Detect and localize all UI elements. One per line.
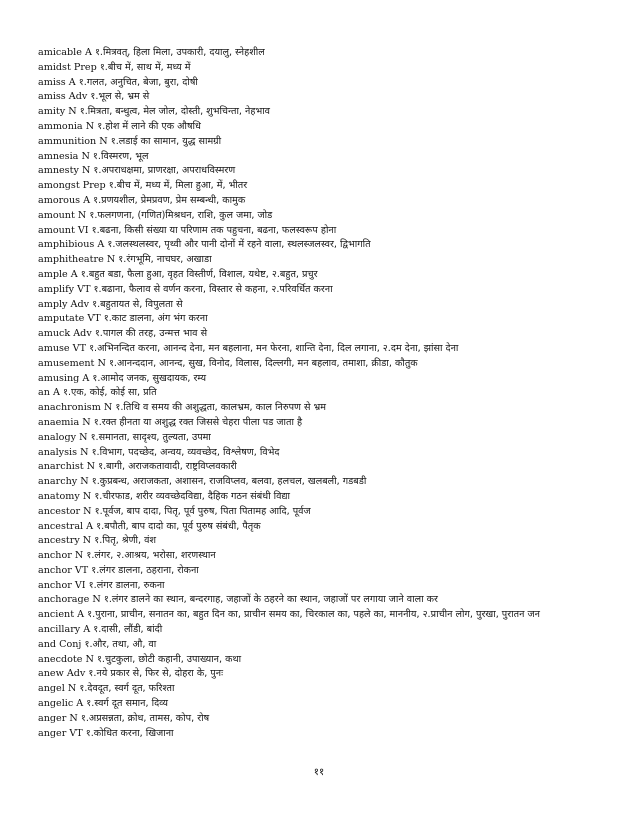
dictionary-entry xyxy=(38,238,610,253)
entry-part-of-speech: VT xyxy=(87,313,101,325)
entry-part-of-speech: Adv xyxy=(66,668,86,680)
entry-gloss: १.बागी, अराजकतावादी, राष्ट्रविप्लवकारी xyxy=(98,461,237,473)
entry-gloss: १.कुप्रबन्ध, अराजकता, अशासन, राजविप्लव, बलवा, हलचल, खलबली, गडबडी xyxy=(91,476,367,488)
dictionary-entry xyxy=(38,224,610,239)
entry-headword: angel xyxy=(38,683,65,695)
entry-headword: anarchist xyxy=(38,461,84,473)
entry-headword: anarchy xyxy=(38,476,78,488)
entry-part-of-speech: A xyxy=(70,268,78,280)
entry-gloss: १.तिथि व समय की अशुद्धता, कालभ्रम, काल निरुपण से भ्रम xyxy=(115,402,327,414)
entry-headword: analogy xyxy=(38,431,77,443)
entry-gloss: १.और, तथा, औ, वा xyxy=(84,638,157,650)
entry-part-of-speech: N xyxy=(85,120,95,132)
entry-gloss: १.अभिनन्दित करना, आनन्द देना, मन बहलाना, मन फेरना, शान्ति देना, दिल लगाना, २.दम देना, झांसा देना xyxy=(89,342,459,354)
entry-part-of-speech: N xyxy=(103,402,113,414)
entry-headword: amply xyxy=(38,298,68,310)
page-number: ११ xyxy=(313,767,325,778)
entry-headword: anew xyxy=(38,668,64,680)
entry-gloss: १.बीच में, मध्य में, मिला हुआ, में, भीतर xyxy=(108,180,248,192)
dictionary-entry xyxy=(38,490,610,505)
entry-gloss: १.स्वर्ग दूत समान, दिव्य xyxy=(86,698,169,710)
dictionary-entry xyxy=(38,534,610,549)
entry-gloss: १.बढना, किसी संख्या या परिणाम तक पहुचना, बढना, फलस्वरूप होना xyxy=(91,224,337,236)
dictionary-entry xyxy=(38,416,610,431)
entry-part-of-speech: N xyxy=(92,594,101,606)
entry-part-of-speech: VT xyxy=(74,564,89,576)
entry-part-of-speech: VI xyxy=(74,579,86,591)
entry-headword: anchor xyxy=(38,550,72,562)
entry-headword: amity xyxy=(38,106,66,118)
entry-gloss: १.प्रणयशील, प्रेमप्रवण, प्रेम सम्बन्धी, कामुक xyxy=(93,194,246,206)
dictionary-entry xyxy=(38,312,610,327)
entry-headword: ancestor xyxy=(38,505,81,517)
dictionary-entry xyxy=(38,61,610,76)
dictionary-entry xyxy=(38,135,610,150)
entry-gloss: १.रंगभूमि, नाचघर, अखाडा xyxy=(118,254,212,266)
entry-part-of-speech: N xyxy=(81,150,90,162)
dictionary-entry xyxy=(38,446,610,461)
dictionary-entry xyxy=(38,253,610,268)
entry-part-of-speech: A xyxy=(83,624,91,636)
entry-headword: ammunition xyxy=(38,135,97,147)
entry-part-of-speech: A xyxy=(82,372,90,384)
dictionary-entry xyxy=(38,505,610,520)
dictionary-entry xyxy=(38,209,610,224)
entry-part-of-speech: N xyxy=(74,550,84,562)
dictionary-entry xyxy=(38,46,610,61)
entry-headword: anger xyxy=(38,712,67,724)
entry-part-of-speech: N xyxy=(80,476,89,488)
entry-gloss: १.लंगर, २.आश्रय, भरोसा, शरणस्थान xyxy=(86,550,216,562)
entry-gloss: १.पितृ, श्रेणी, वंश xyxy=(94,535,156,547)
dictionary-entry xyxy=(38,520,610,535)
dictionary-entry xyxy=(38,667,610,682)
dictionary-entry xyxy=(38,608,610,623)
entry-gloss: १.समानता, सादृश्य, तुल्यता, उपमा xyxy=(90,431,211,443)
dictionary-entry xyxy=(38,327,610,342)
entry-gloss: १.मित्रता, बन्धुत्व, मेल जोल, दोस्ती, शुभचिन्ता, नेहभाव xyxy=(79,106,271,118)
dictionary-entry xyxy=(38,283,610,298)
entry-gloss: १.लडाई का सामान, युद्ध सामग्री xyxy=(110,135,222,147)
entry-part-of-speech: A xyxy=(52,387,60,399)
entry-headword: and xyxy=(38,638,57,650)
dictionary-entry xyxy=(38,120,610,135)
dictionary-entry xyxy=(38,593,610,608)
entry-part-of-speech: A xyxy=(83,194,91,206)
entry-gloss: १.बपौती, बाप दादो का, पूर्व पुरुष संबंधी, पैतृक xyxy=(96,520,261,532)
dictionary-entry xyxy=(38,76,610,91)
entry-part-of-speech: Prep xyxy=(82,180,106,192)
entry-headword: angelic xyxy=(38,698,74,710)
dictionary-entry xyxy=(38,386,610,401)
entry-headword: ample xyxy=(38,268,68,280)
entry-headword: ancillary xyxy=(38,624,81,636)
dictionary-entry xyxy=(38,90,610,105)
entry-headword: amnesty xyxy=(38,165,79,177)
entry-list xyxy=(38,46,610,741)
entry-part-of-speech: N xyxy=(82,490,92,502)
entry-headword: amount xyxy=(38,209,75,221)
entry-headword: amphibious xyxy=(38,239,95,251)
entry-gloss: १.बहुत बडा, फैला हुआ, वृहत विस्तीर्ण, विशाल, यथेष्ट, २.बहुत, प्रचुर xyxy=(80,268,318,280)
entry-headword: amuse xyxy=(38,342,70,354)
entry-headword: ancient xyxy=(38,609,75,621)
entry-headword: amputate xyxy=(38,313,85,325)
entry-part-of-speech: Adv xyxy=(68,91,88,103)
dictionary-entry xyxy=(38,179,610,194)
entry-headword: anaemia xyxy=(38,416,80,428)
entry-gloss: १.होश में लाने की एक औषधि xyxy=(97,120,201,132)
entry-headword: amiss xyxy=(38,76,66,88)
dictionary-entry xyxy=(38,401,610,416)
dictionary-entry xyxy=(38,475,610,490)
entry-part-of-speech: N xyxy=(81,165,91,177)
entry-gloss: १.काट डालना, अंग भंग करना xyxy=(103,313,208,325)
entry-headword: ammonia xyxy=(38,120,83,132)
entry-gloss: १.विस्मरण, भूल xyxy=(92,150,149,162)
dictionary-entry xyxy=(38,712,610,727)
entry-part-of-speech: N xyxy=(68,106,77,118)
dictionary-entry xyxy=(38,372,610,387)
entry-gloss: १.बहुतायत से, विपुलता से xyxy=(92,298,183,310)
dictionary-entry xyxy=(38,623,610,638)
entry-part-of-speech: A xyxy=(86,520,94,532)
entry-headword: an xyxy=(38,387,50,399)
entry-gloss: १.रक्त हीनता या अशुद्ध रक्त जिससे चेहरा पीला पड जाता है xyxy=(93,416,303,428)
entry-part-of-speech: VT xyxy=(72,342,86,354)
dictionary-entry xyxy=(38,342,610,357)
entry-headword: amusing xyxy=(38,372,80,384)
entry-headword: ancestry xyxy=(38,535,80,547)
dictionary-entry xyxy=(38,682,610,697)
entry-headword: analysis xyxy=(38,446,78,458)
entry-headword: amorous xyxy=(38,194,81,206)
dictionary-entry xyxy=(38,653,610,668)
dictionary-entry xyxy=(38,697,610,712)
entry-gloss: १.अप्रसन्नता, क्रोध, तामस, कोप, रोष xyxy=(80,712,210,724)
dictionary-entry xyxy=(38,357,610,372)
entry-part-of-speech: N xyxy=(67,683,77,695)
entry-gloss: १.बीच में, साथ में, मध्य में xyxy=(99,61,191,73)
entry-gloss: १.चुटकुला, छोटी कहानी, उपाख्यान, कथा xyxy=(96,653,242,665)
entry-part-of-speech: VT xyxy=(77,283,91,295)
dictionary-entry xyxy=(38,549,610,564)
dictionary-entry xyxy=(38,150,610,165)
entry-headword: anger xyxy=(38,727,67,739)
entry-gloss: १.लंगर डालने का स्थान, बन्दरगाह, जहाजों के ठहरने का स्थान, जहाजों पर लगाया जाने वाला कर xyxy=(103,594,438,606)
dictionary-entry xyxy=(38,727,610,742)
entry-gloss: १.पागल की तरह, उन्मत्त भाव से xyxy=(94,328,208,340)
entry-part-of-speech: N xyxy=(85,653,94,665)
entry-gloss: १.पुराना, प्राचीन, सनातन का, बहुत दिन का, प्राचीन समय का, चिरकाल का, पहले का, माननीय, २.प्राचीन लोग, पुरखा, पुरातन जन xyxy=(87,609,540,621)
entry-gloss: १.भूल से, भ्रम से xyxy=(90,91,150,103)
entry-headword: anchor xyxy=(38,564,72,576)
dictionary-entry xyxy=(38,431,610,446)
entry-headword: amiss xyxy=(38,91,66,103)
entry-headword: anecdote xyxy=(38,653,83,665)
entry-headword: amnesia xyxy=(38,150,79,162)
entry-gloss: १.बढाना, फैलाव से वर्णन करना, विस्तार से कहना, २.परिवर्धित करना xyxy=(93,283,333,295)
entry-gloss: १.आनन्ददान, आनन्द, सुख, विनोद, विलास, दिल्लगी, मन बहलाव, तमाशा, क्रीडा, कौतुक xyxy=(108,357,418,369)
entry-part-of-speech: N xyxy=(69,712,78,724)
entry-headword: amuck xyxy=(38,328,71,340)
entry-headword: amusement xyxy=(38,357,95,369)
entry-headword: amongst xyxy=(38,180,80,192)
entry-part-of-speech: N xyxy=(83,505,92,517)
entry-gloss: १.लंगर डालना, रुकना xyxy=(88,579,165,591)
entry-gloss: १.फलगणना, (गणित)मिश्रधन, राशि, कुल जमा, जोड xyxy=(89,209,273,221)
dictionary-entry xyxy=(38,164,610,179)
entry-headword: anchorage xyxy=(38,594,90,606)
entry-gloss: १.नये प्रकार से, फिर से, दोहरा के, पुनः xyxy=(88,668,224,680)
entry-headword: amphitheatre xyxy=(38,254,104,266)
entry-part-of-speech: N xyxy=(80,446,89,458)
entry-gloss: १.देवदूत, स्वर्ग दूत, फरिश्ता xyxy=(79,683,175,695)
entry-gloss: १.मित्रवत्, हिला मिला, उपकारी, दयालु, स्नेहशील xyxy=(94,47,265,58)
entry-part-of-speech: N xyxy=(79,431,88,443)
dictionary-entry xyxy=(38,194,610,209)
entry-headword: amount xyxy=(38,224,75,236)
entry-part-of-speech: N xyxy=(99,135,108,147)
entry-part-of-speech: N xyxy=(86,461,96,473)
entry-part-of-speech: Prep xyxy=(73,61,97,73)
entry-headword: anachronism xyxy=(38,402,101,414)
entry-part-of-speech: Adv xyxy=(73,328,92,340)
entry-part-of-speech: N xyxy=(82,535,92,547)
entry-part-of-speech: A xyxy=(76,698,84,710)
entry-gloss: १.लंगर डालना, ठहराना, रोकना xyxy=(91,564,199,576)
entry-headword: anatomy xyxy=(38,490,80,502)
entry-part-of-speech: A xyxy=(97,239,105,251)
entry-gloss: १.अपराधक्षमा, प्राणरक्षा, अपराधविस्मरण xyxy=(93,165,236,177)
entry-gloss: १.विभाग, पदच्छेद, अन्वय, व्यवच्छेद, विश्लेषण, विभेद xyxy=(91,446,280,458)
entry-gloss: १.कोधित करना, खिजाना xyxy=(85,727,174,739)
entry-gloss: १.पूर्वज, बाप दादा, पितृ, पूर्व पुरुष, पिता पितामह आदि, पूर्वज xyxy=(94,505,311,517)
entry-part-of-speech: Conj xyxy=(59,638,82,650)
entry-part-of-speech: N xyxy=(97,357,106,369)
entry-part-of-speech: VI xyxy=(77,224,89,236)
entry-gloss: १.चीरफाड, शरीर व्यवच्छेदविद्या, दैहिक गठन संबंधी विद्या xyxy=(94,490,291,502)
dictionary-entry xyxy=(38,564,610,579)
dictionary-entry xyxy=(38,298,610,313)
dictionary-entry xyxy=(38,579,610,594)
entry-part-of-speech: N xyxy=(106,254,116,266)
entry-headword: amidst xyxy=(38,61,71,73)
entry-headword: ancestral xyxy=(38,520,84,532)
entry-headword: anchor xyxy=(38,579,72,591)
entry-gloss: १.आमोद जनक, सुखदायक, रम्य xyxy=(92,372,207,384)
entry-gloss: १.एक, कोई, कोई सा, प्रति xyxy=(62,387,157,399)
entry-part-of-speech: A xyxy=(68,76,76,88)
entry-part-of-speech: Adv xyxy=(70,298,90,310)
entry-gloss: १.दासी, लौंडी, बांदी xyxy=(93,624,163,636)
entry-part-of-speech: VT xyxy=(69,727,83,739)
dictionary-entry xyxy=(38,105,610,120)
entry-part-of-speech: N xyxy=(82,416,91,428)
entry-part-of-speech: A xyxy=(84,47,92,58)
entry-headword: amicable xyxy=(38,47,82,58)
dictionary-entry xyxy=(38,268,610,283)
entry-part-of-speech: A xyxy=(77,609,85,621)
dictionary-entry xyxy=(38,638,610,653)
entry-part-of-speech: N xyxy=(77,209,87,221)
entry-gloss: १.गलत, अनुचित, बेजा, बुरा, दोषी xyxy=(78,76,198,88)
entry-headword: amplify xyxy=(38,283,75,295)
entry-gloss: १.जलस्थलस्वर, पृथ्वी और पानी दोनों में रहने वाला, स्थलस्जलस्वर, द्विभागति xyxy=(107,239,371,251)
dictionary-entry xyxy=(38,460,610,475)
